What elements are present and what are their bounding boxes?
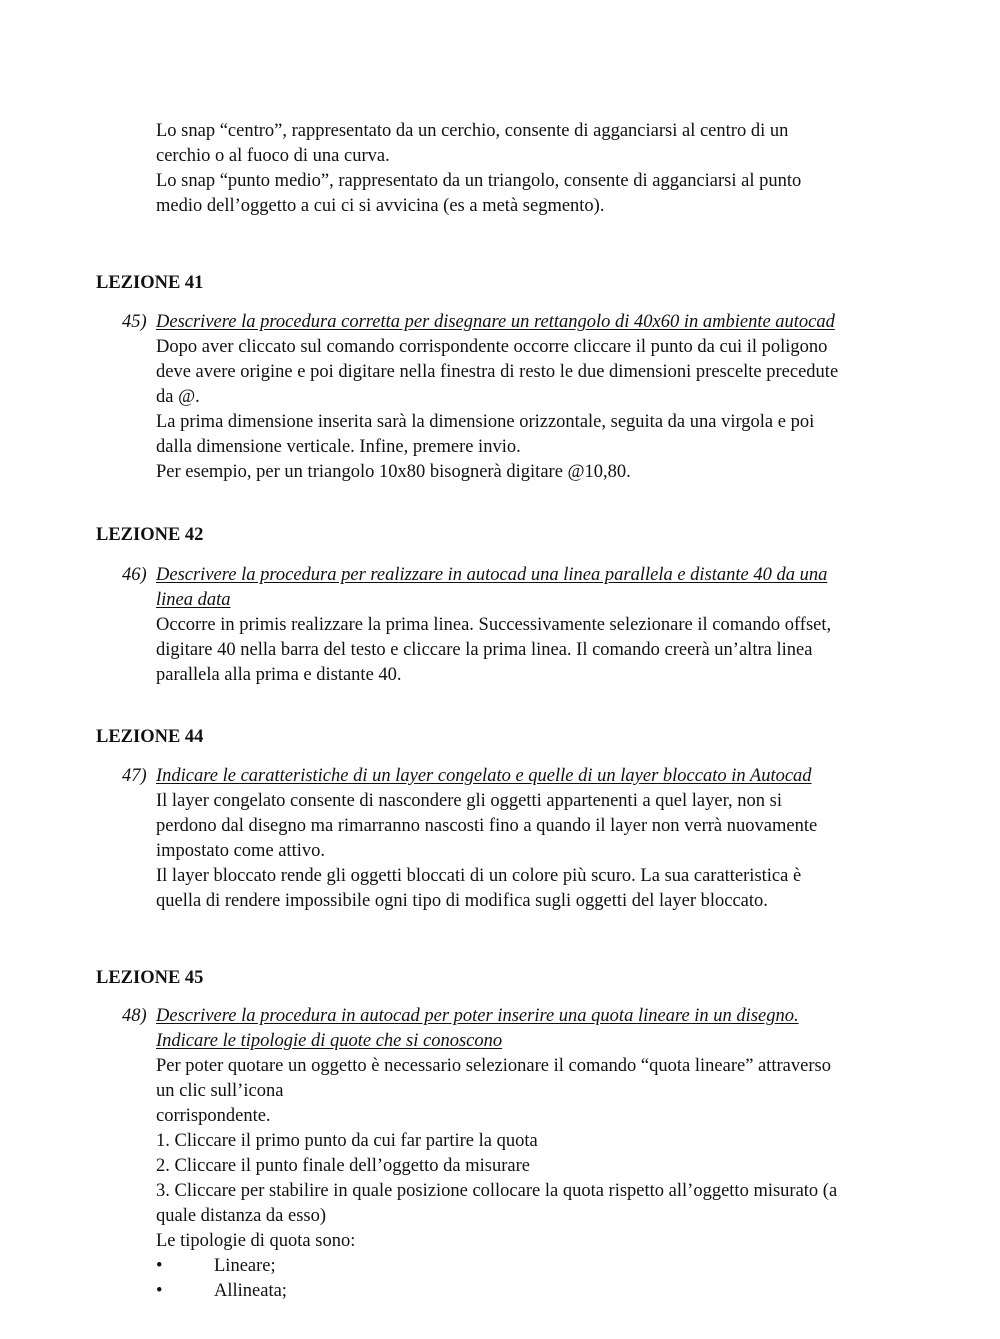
question-block bbox=[156, 310, 916, 485]
answer-line: dalla dimensione verticale. Infine, premere invio. bbox=[156, 437, 521, 457]
list-item-label: Lineare; bbox=[214, 1256, 276, 1276]
answer-line: un clic sull’icona bbox=[156, 1081, 284, 1101]
section-heading: LEZIONE 44 bbox=[96, 727, 204, 747]
question-number: 47) bbox=[122, 766, 147, 786]
question-block bbox=[156, 764, 916, 914]
question-title: Indicare le tipologie di quote che si conoscono bbox=[156, 1031, 503, 1051]
answer-line: La prima dimensione inserita sarà la dimensione orizzontale, seguita da una virgola e poi bbox=[156, 412, 815, 432]
answer-line: corrispondente. bbox=[156, 1106, 271, 1126]
answer-line: perdono dal disegno ma rimarranno nascosti fino a quando il layer non verrà nuovamente bbox=[156, 816, 818, 836]
section-heading: LEZIONE 41 bbox=[96, 273, 204, 293]
answer-line: Il layer bloccato rende gli oggetti bloccati di un colore più scuro. La sua caratteristica è bbox=[156, 866, 802, 886]
question-number: 46) bbox=[122, 565, 147, 585]
answer-line: Per esempio, per un triangolo 10x80 bisognerà digitare @10,80. bbox=[156, 462, 631, 482]
intro-paragraph bbox=[156, 119, 916, 219]
answer-line: quale distanza da esso) bbox=[156, 1206, 327, 1226]
answer-line: parallela alla prima e distante 40. bbox=[156, 665, 402, 685]
answer-line: digitare 40 nella barra del testo e cliccare la prima linea. Il comando creerà un’altra linea bbox=[156, 640, 813, 660]
answer-line: 1. Cliccare il primo punto da cui far partire la quota bbox=[156, 1131, 538, 1151]
question-title: linea data bbox=[156, 590, 231, 610]
answer-line: 3. Cliccare per stabilire in quale posizione collocare la quota rispetto all’oggetto misurato (a bbox=[156, 1181, 838, 1201]
list-item bbox=[156, 1279, 916, 1304]
question-title: Descrivere la procedura corretta per disegnare un rettangolo di 40x60 in ambiente autocad bbox=[156, 312, 835, 332]
answer-line: Dopo aver cliccato sul comando corrispondente occorre cliccare il punto da cui il poligono bbox=[156, 337, 828, 357]
answer-line: impostato come attivo. bbox=[156, 841, 326, 861]
section-heading: LEZIONE 45 bbox=[96, 968, 204, 988]
list-item bbox=[156, 1254, 916, 1279]
question-title: Indicare le caratteristiche di un layer congelato e quelle di un layer bloccato in Autocad bbox=[156, 766, 812, 786]
question-number: 48) bbox=[122, 1006, 147, 1026]
answer-line: Le tipologie di quota sono: bbox=[156, 1231, 356, 1251]
question-block bbox=[156, 563, 916, 688]
bullet-icon: • bbox=[156, 1281, 163, 1301]
question-block bbox=[156, 1004, 916, 1304]
answer-line: quella di rendere impossibile ogni tipo di modifica sugli oggetti del layer bloccato. bbox=[156, 891, 768, 911]
answer-line: deve avere origine e poi digitare nella finestra di resto le due dimensioni prescelte precedute bbox=[156, 362, 839, 382]
answer-line: da @. bbox=[156, 387, 200, 407]
question-title: Descrivere la procedura in autocad per poter inserire una quota lineare in un disegno. bbox=[156, 1006, 799, 1026]
answer-line: 2. Cliccare il punto finale dell’oggetto da misurare bbox=[156, 1156, 530, 1176]
bullet-icon: • bbox=[156, 1256, 163, 1276]
answer-line: Occorre in primis realizzare la prima linea. Successivamente selezionare il comando offset, bbox=[156, 615, 832, 635]
intro-line: cerchio o al fuoco di una curva. bbox=[156, 146, 390, 166]
question-title: Descrivere la procedura per realizzare in autocad una linea parallela e distante 40 da una bbox=[156, 565, 828, 585]
answer-line: Per poter quotare un oggetto è necessario selezionare il comando “quota lineare” attraverso bbox=[156, 1056, 831, 1076]
intro-line: Lo snap “punto medio”, rappresentato da un triangolo, consente di agganciarsi al punto bbox=[156, 171, 802, 191]
list-item-label: Allineata; bbox=[214, 1281, 287, 1301]
answer-line: Il layer congelato consente di nascondere gli oggetti appartenenti a quel layer, non si bbox=[156, 791, 782, 811]
intro-line: Lo snap “centro”, rappresentato da un cerchio, consente di agganciarsi al centro di un bbox=[156, 121, 789, 141]
section-heading: LEZIONE 42 bbox=[96, 525, 204, 545]
question-number: 45) bbox=[122, 312, 147, 332]
intro-line: medio dell’oggetto a cui ci si avvicina (es a metà segmento). bbox=[156, 196, 605, 216]
